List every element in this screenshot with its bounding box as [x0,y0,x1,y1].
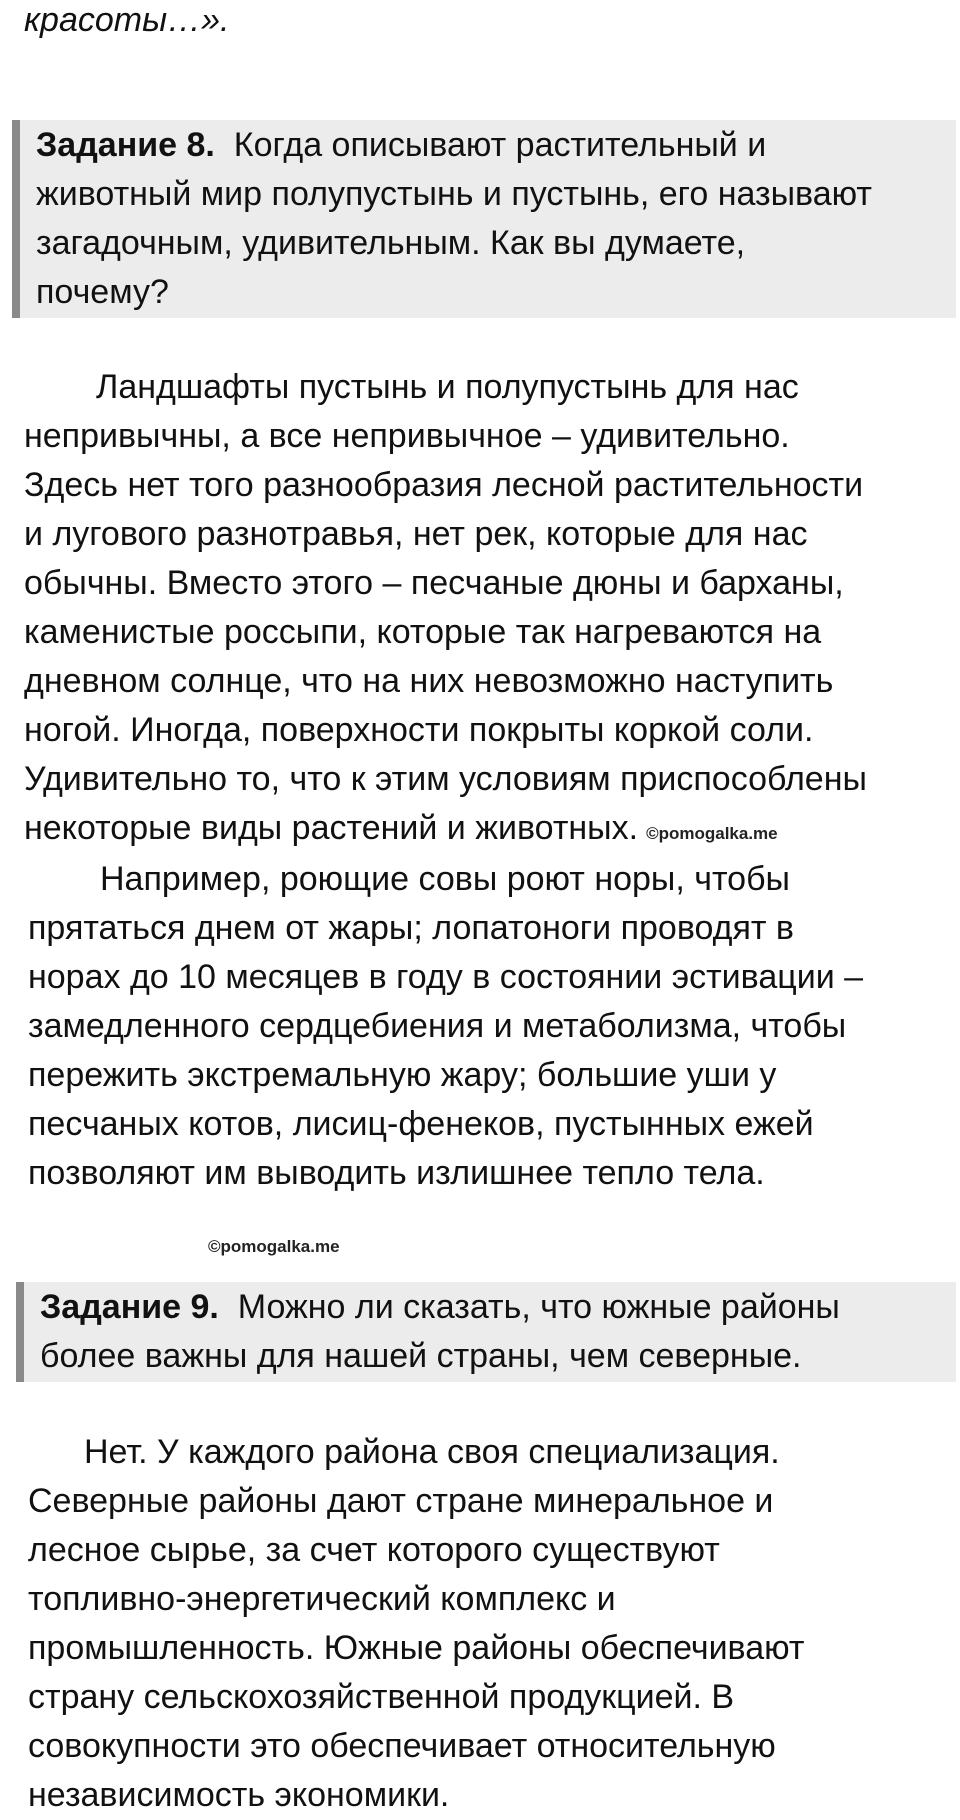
task-8-line [36,121,956,170]
answer-line: дневном солнце, что на них невозможно наступить [24,662,834,700]
answer-line: Ландшафты пустынь и полупустынь для нас [96,368,799,406]
answer-line: топливно-энергетический комплекс и [28,1580,616,1618]
answer-line: Здесь нет того разнообразия лесной растительности [24,466,864,504]
answer-line: Северные районы дают стране минеральное и [28,1482,774,1520]
task-9-line [40,1283,956,1332]
watermark-text: ©pomogalka.me [208,1237,340,1256]
task-9-box [16,1282,956,1382]
task-9-label: Задание 9. [40,1288,219,1326]
answer-line: норах до 10 месяцев в году в состоянии эстивации – [28,958,864,996]
answer-line: некоторые виды растений и животных. [24,809,639,847]
answer-line: совокупности это обеспечивает относительную [28,1727,776,1765]
task-8-question-line: животный мир полупустынь и пустынь, его называют [36,175,872,213]
task-8-box [12,120,956,318]
answer-line: промышленность. Южные районы обеспечивают [28,1629,805,1667]
answer-line: прятаться днем от жары; лопатоноги проводят в [28,909,794,947]
answer-line-with-watermark [24,804,867,858]
task-8-question-line: загадочным, удивительным. Как вы думаете, [36,224,746,262]
answer-line: песчаных котов, лисиц-фенеков, пустынных ежей [28,1105,814,1143]
answer-8-paragraph-1 [24,363,867,858]
task-9-question-line: Можно ли сказать, что южные районы [237,1288,840,1326]
answer-line: замедленного сердцебиения и метаболизма, чтобы [28,1007,847,1045]
answer-line: пережить экстремальную жару; большие уши у [28,1056,777,1094]
answer-line: страну сельскохозяйственной продукцией. В [28,1678,735,1716]
answer-line: Например, роющие совы роют норы, чтобы [100,860,790,898]
task-8-label: Задание 8. [36,126,215,164]
answer-line: независимость экономики. [28,1776,450,1814]
task-8-question-line: почему? [36,273,169,311]
intro-tail-text: красоты…». [24,1,230,39]
answer-line: Удивительно то, что к этим условиям приспособлены [24,760,867,798]
answer-line: лесное сырье, за счет которого существуют [28,1531,720,1569]
answer-line: обычны. Вместо этого – песчаные дюны и барханы, [24,564,844,602]
answer-line: непривычны, а все непривычное – удивительно. [24,417,790,455]
answer-line: и лугового разнотравья, нет рек, которые для нас [24,515,808,553]
answer-line: позволяют им выводить излишнее тепло тела. [28,1154,765,1192]
answer-line: ногой. Иногда, поверхности покрыты коркой соли. [24,711,814,749]
answer-9-paragraph [28,1428,804,1820]
answer-8-paragraph-2 [28,855,863,1198]
task-9-question-line: более важны для нашей страны, чем северные. [40,1337,802,1375]
answer-line: каменистые россыпи, которые так нагреваются на [24,613,822,651]
watermark-text: ©pomogalka.me [646,824,778,843]
task-8-question-line: Когда описывают растительный и [233,126,767,164]
answer-line: Нет. У каждого района своя специализация. [84,1433,780,1471]
